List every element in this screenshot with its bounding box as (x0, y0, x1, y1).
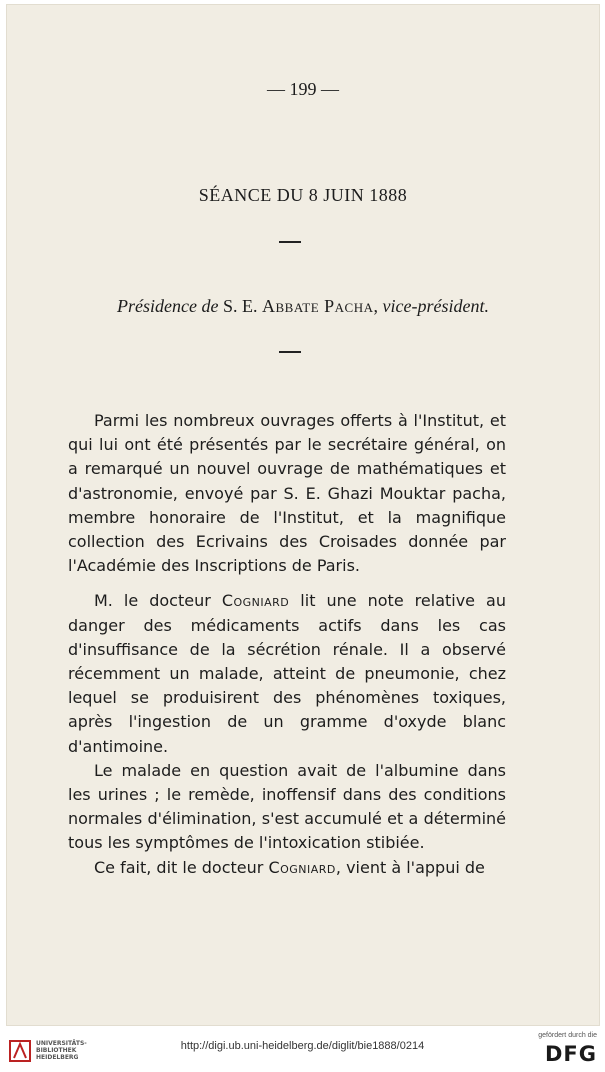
scanned-page (6, 4, 600, 1026)
paragraph-4 (68, 856, 506, 880)
footer-bar (0, 1026, 605, 1072)
separator-dash (279, 351, 301, 353)
funded-by-label: gefördert durch die (538, 1032, 597, 1039)
paragraph-2-start: M. le docteur (94, 591, 211, 611)
presidency-prefix: Présidence de (117, 296, 219, 316)
doctor-name: Cogniard (221, 591, 290, 611)
paragraph-1: Parmi les nombreux ouvrages offerts à l'Institut, et qui lui ont été présentés par le secrétaire général, on a remarqué un nouvel ouvrage de mathématiques et d'astronomie, envoyé par S. E. Ghazi Mouktar pacha, membre honoraire de l'Institut, et la magnifique collection des Ecrivains des Croisades donnée par l'Académie des Inscriptions de Paris. (68, 411, 506, 576)
presidency-role: vice-président. (382, 296, 489, 316)
presidency-name: Abbate Pacha (261, 296, 374, 316)
presidency-line: Présidence de S. E. Abbate Pacha, vice-président. (117, 296, 489, 316)
paragraph-4-rest: , vient à l'appui de (335, 857, 485, 877)
separator-dash (279, 241, 301, 243)
paragraph-2 (68, 589, 506, 758)
page-number: — 199 — (267, 79, 339, 99)
session-title: SÉANCE DU 8 JUIN 1888 (198, 185, 408, 205)
institution-name: UNIVERSITÄTS- BIBLIOTHEK HEIDELBERG (36, 1040, 87, 1061)
paragraph-3: Le malade en question avait de l'albumine dans les urines ; le remède, inoffensif dans des conditions normales d'élimination, s'est accumulé et a déterminé tous les symptômes de l'intoxication stibiée. (68, 760, 506, 853)
source-url-link[interactable]: http://digi.ub.uni-heidelberg.de/diglit/bie1888/0214 (180, 1040, 425, 1052)
paragraph-4-start: Ce fait, dit le docteur (94, 857, 264, 877)
dfg-logo-icon: DFG (544, 1042, 597, 1066)
presidency-title: S. E. (222, 296, 258, 316)
doctor-name: Cogniard (268, 857, 336, 877)
body-text (68, 409, 506, 880)
paragraph-2-rest: lit une note relative au danger des médicaments actifs dans les cas d'insuffisance de la sécrétion rénale. Il a observé récemment un malade, atteint de pneumonie, chez lequel se produisirent des phénomènes toxiques, après l'ingestion de un gramme d'oxyde blanc d'antimoine. (68, 591, 506, 756)
